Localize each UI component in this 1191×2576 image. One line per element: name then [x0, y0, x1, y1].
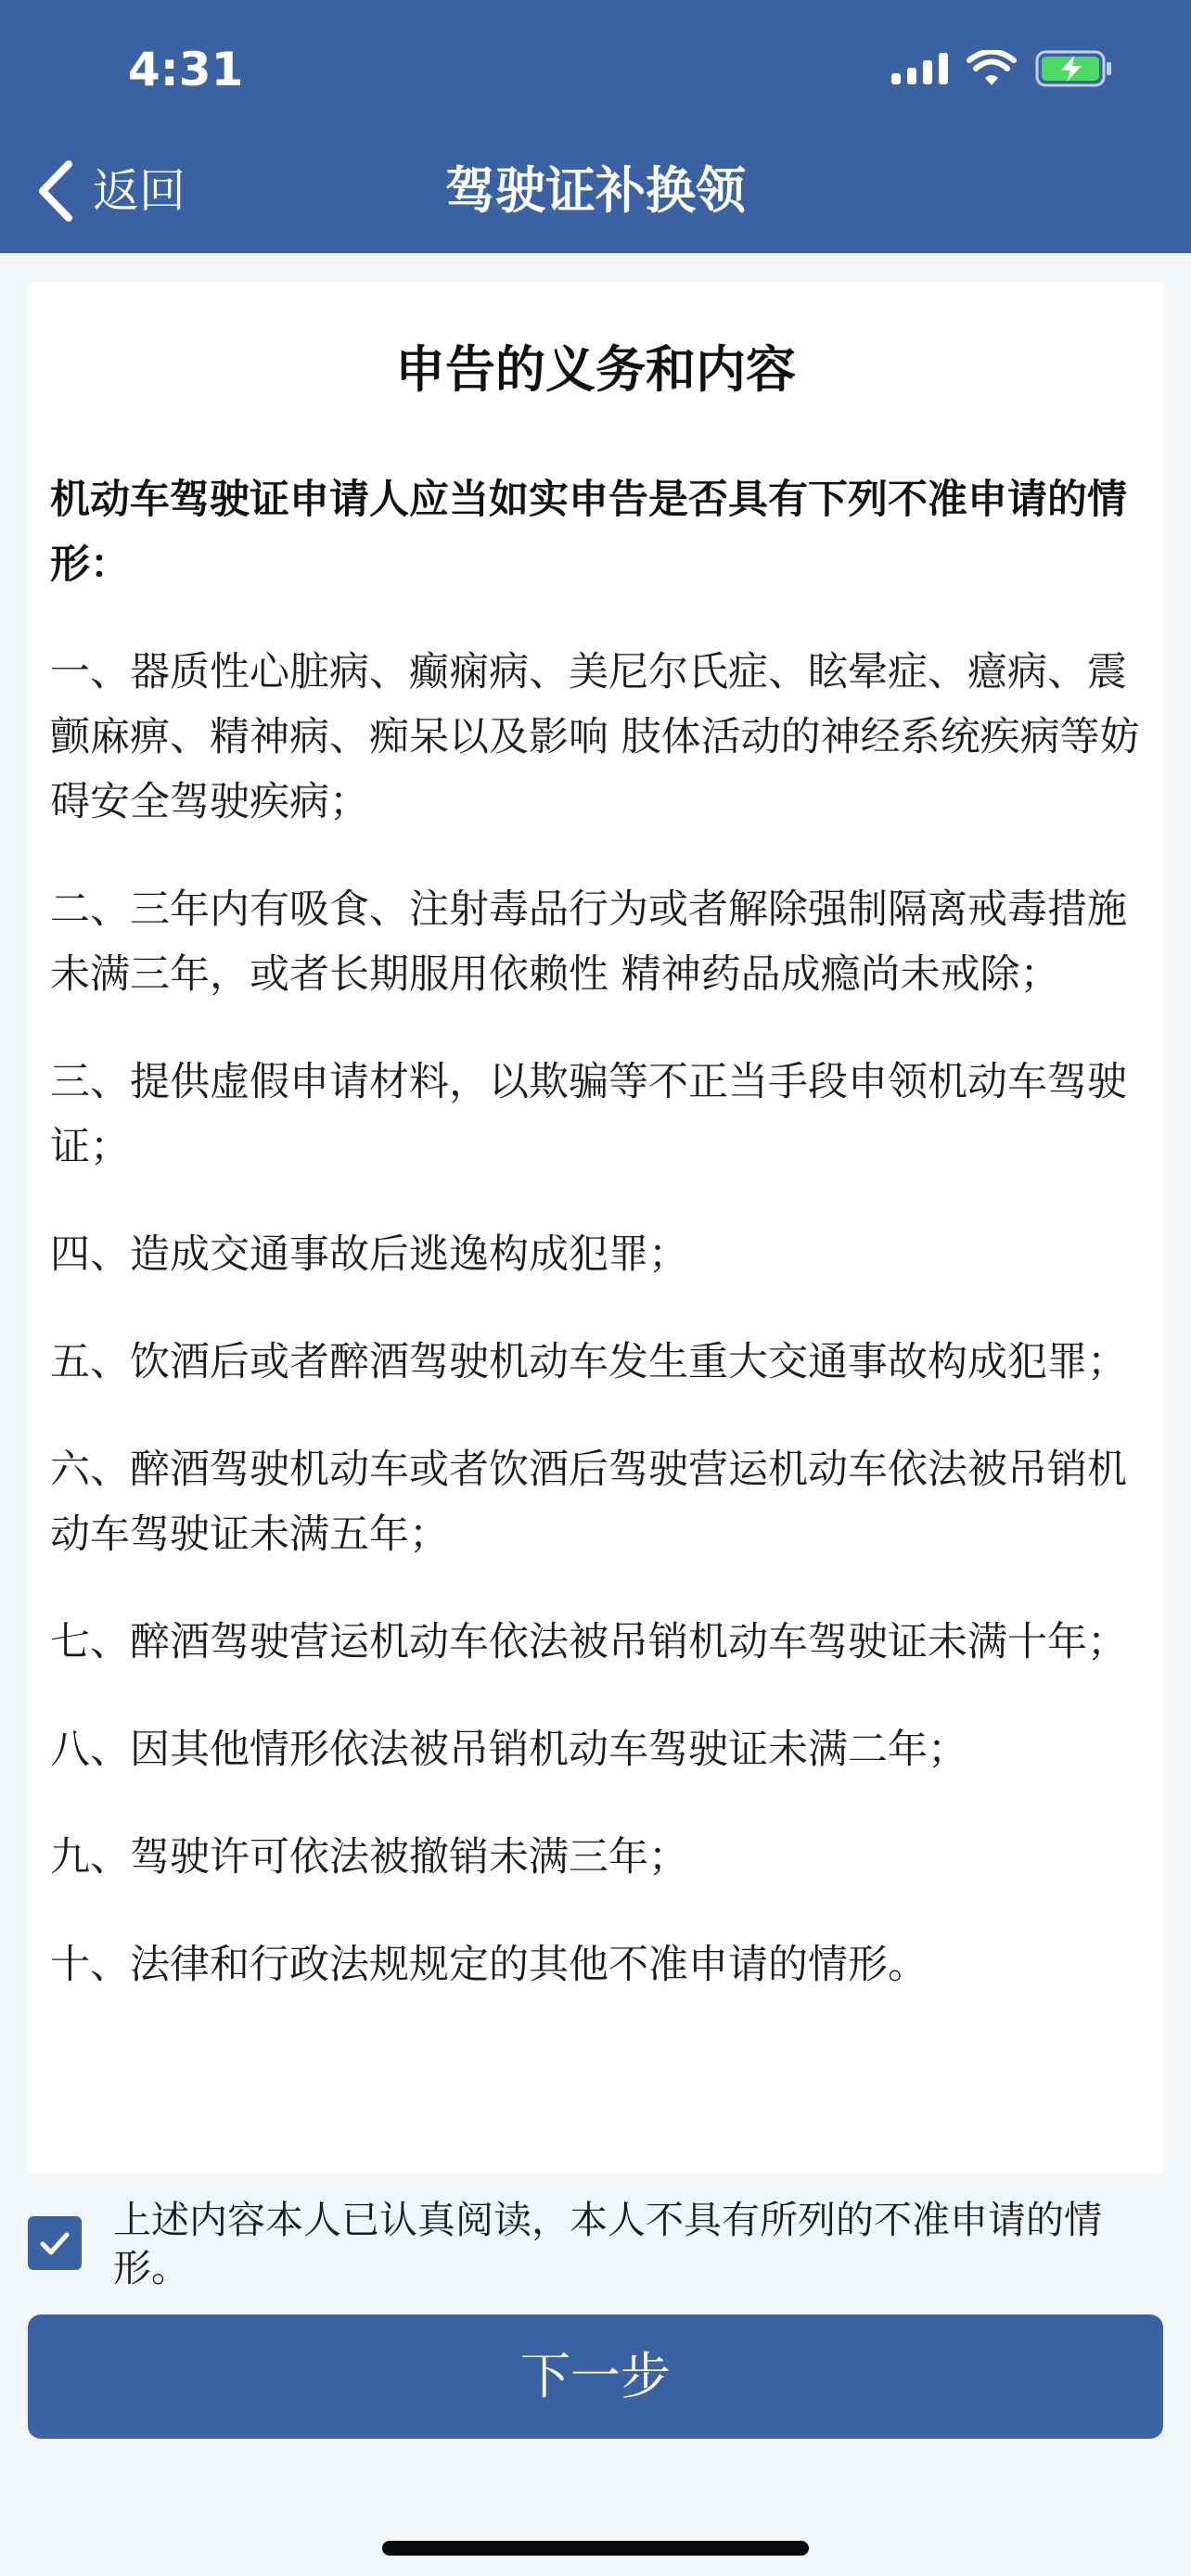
page-title: 驾驶证补换领	[445, 161, 746, 220]
signal-icon	[891, 53, 948, 84]
card-title: 申告的义务和内容	[395, 340, 796, 399]
checkmark-icon	[36, 2225, 73, 2262]
status-time: 4:31	[128, 43, 244, 96]
clause-item: 六、醉酒驾驶机动车或者饮酒后驾驶营运机动车依法被吊销机动车驾驶证未满五年；	[50, 1447, 1127, 1558]
clause-item: 一、器质性心脏病、癫痫病、美尼尔氏症、眩晕症、癔病、震颤麻痹、精神病、痴呆以及影响 肢体活动的神经系统疾病等妨碍安全驾驶疾病；	[50, 649, 1140, 825]
clause-item: 七、醉酒驾驶营运机动车依法被吊销机动车驾驶证未满十年；	[50, 1619, 1127, 1665]
declaration-content	[50, 467, 1141, 1997]
agreement-row[interactable]	[28, 2196, 1163, 2307]
app-header	[0, 0, 1191, 253]
clause-item: 四、造成交通事故后逃逸构成犯罪；	[50, 1231, 688, 1278]
declaration-card[interactable]	[28, 282, 1163, 2174]
status-icons	[891, 43, 1113, 95]
agreement-checkbox[interactable]	[28, 2216, 82, 2270]
clause-item: 五、饮酒后或者醉酒驾驶机动车发生重大交通事故构成犯罪；	[50, 1339, 1127, 1385]
clause-item: 九、驾驶许可依法被撤销未满三年；	[50, 1834, 688, 1881]
wifi-icon	[967, 50, 1017, 87]
home-indicator[interactable]	[382, 2541, 809, 2556]
intro-text: 机动车驾驶证申请人应当如实申告是否具有下列不准申请的情形：	[50, 477, 1127, 588]
clause-item: 十、法律和行政法规规定的其他不准申请的情形。	[50, 1942, 928, 1988]
agreement-text: 上述内容本人已认真阅读，本人不具有所列的不准申请的情形。	[113, 2198, 1102, 2290]
next-step-button[interactable]: 下一步	[28, 2315, 1163, 2439]
clause-item: 二、三年内有吸食、注射毒品行为或者解除强制隔离戒毒措施未满三年，或者长期服用依赖性 精神药品成瘾尚未戒除；	[50, 886, 1127, 998]
clause-item: 八、因其他情形依法被吊销机动车驾驶证未满二年；	[50, 1727, 967, 1773]
battery-charging-icon	[1035, 50, 1113, 87]
back-label: 返回	[93, 164, 186, 218]
clause-item: 三、提供虚假申请材料，以欺骗等不正当手段申领机动车驾驶证；	[50, 1059, 1127, 1170]
